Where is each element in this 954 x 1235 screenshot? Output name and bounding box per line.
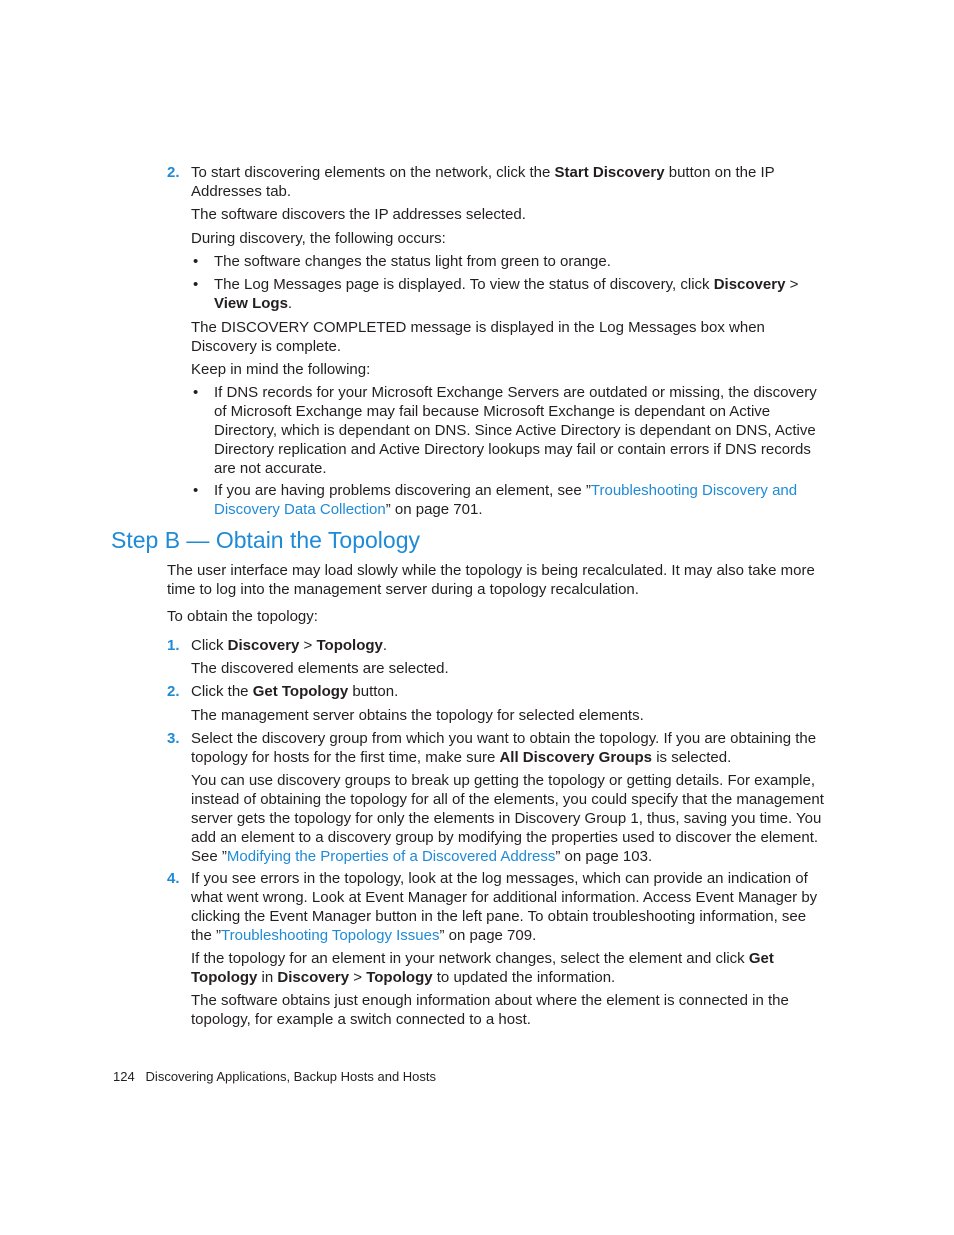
bullet-text: If DNS records for your Microsoft Exchange Servers are outdated or missing, the discovery of Microsoft Exchange may fail because Microsoft Exchange is dependant on Active Directory, which is dependant on DNS. Since Active Directory is dependant on DNS, Active Directory replication and Active Directory lookups may fail or contain errors if DNS records are not accurate. [214, 384, 817, 477]
xref-link[interactable]: Troubleshooting Topology Issues [221, 927, 440, 944]
xref-link[interactable]: Modifying the Properties of a Discovered Address [226, 848, 556, 865]
bold-term: Discovery [713, 276, 786, 293]
bullet-icon: • [193, 384, 199, 401]
step-number: 3. [167, 730, 180, 747]
bold-term: Topology [316, 637, 383, 654]
paragraph: Keep in mind the following: [191, 361, 371, 378]
step-number: 1. [167, 637, 180, 654]
bold-term: Get Topology [191, 950, 774, 986]
bold-term: Topology [366, 969, 433, 986]
step-text: Click Discovery > Topology. [191, 637, 388, 654]
bold-term: Get Topology [252, 683, 349, 700]
bullet-text: The software changes the status light from green to orange. [214, 253, 611, 270]
bold-term: Discovery [227, 637, 300, 654]
page-footer [113, 1068, 436, 1085]
xref-link[interactable]: Troubleshooting Discovery and Discovery Data Collection [214, 482, 798, 518]
paragraph: The software obtains just enough information about where the element is connected in the topology, for example a switch connected to a host. [191, 992, 789, 1028]
paragraph: The discovered elements are selected. [191, 660, 449, 677]
step-text: Click the Get Topology button. [191, 683, 399, 700]
step-text: If you see errors in the topology, look at the log messages, which can provide an indication of what went wrong. Look at Event Manager for additional information. Access Event Manager by clicking the Event Manager button in the left pane. To obtain troubleshooting information, see the ”Troubleshooting Topology Issues” on page 709. [191, 870, 818, 944]
bullet-icon: • [193, 482, 199, 499]
bold-term: Discovery [277, 969, 350, 986]
paragraph: The DISCOVERY COMPLETED message is displayed in the Log Messages box when Discovery is complete. [191, 319, 765, 355]
paragraph: The management server obtains the topology for selected elements. [191, 707, 644, 724]
bold-term: Start Discovery [554, 164, 665, 181]
step-text: To start discovering elements on the network, click the Start Discovery button on the IP Addresses tab. [191, 164, 775, 200]
bold-term: View Logs [214, 295, 288, 312]
step-number: 4. [167, 870, 180, 887]
step-text: Select the discovery group from which you want to obtain the topology. If you are obtaining the topology for hosts for the first time, make sure All Discovery Groups is selected. [191, 730, 817, 766]
paragraph: The user interface may load slowly while the topology is being recalculated. It may also take more time to log into the management server during a topology recalculation. [167, 562, 815, 598]
paragraph: If the topology for an element in your network changes, select the element and click Get Topology in Discovery > Topology to updated the information. [191, 950, 774, 986]
step-number: 2. [167, 683, 180, 700]
page-number: 124 [113, 1069, 135, 1084]
section-heading: Step B — Obtain the Topology [111, 527, 420, 553]
bullet-text: If you are having problems discovering an element, see ”Troubleshooting Discovery and Discovery Data Collection” on page 701. [214, 482, 798, 518]
paragraph: To obtain the topology: [167, 608, 318, 625]
step-number: 2. [167, 164, 180, 181]
bold-term: All Discovery Groups [499, 749, 653, 766]
paragraph: The software discovers the IP addresses selected. [191, 206, 526, 223]
paragraph: During discovery, the following occurs: [191, 230, 446, 247]
paragraph: You can use discovery groups to break up getting the topology or getting details. For example, instead of obtaining the topology for all of the elements, you could specify that the management server gets the topology for only the elements in Discovery Group 1, thus, saving you time. You add an element to a discovery group by modifying the properties used to discover the element. See ”Modifying the Properties of a Discovered Address” on page 103. [191, 772, 824, 865]
bullet-icon: • [193, 253, 199, 270]
chapter-title: Discovering Applications, Backup Hosts and Hosts [145, 1069, 437, 1084]
bullet-text: The Log Messages page is displayed. To view the status of discovery, click Discovery > View Logs. [214, 276, 799, 312]
bullet-icon: • [193, 276, 199, 293]
